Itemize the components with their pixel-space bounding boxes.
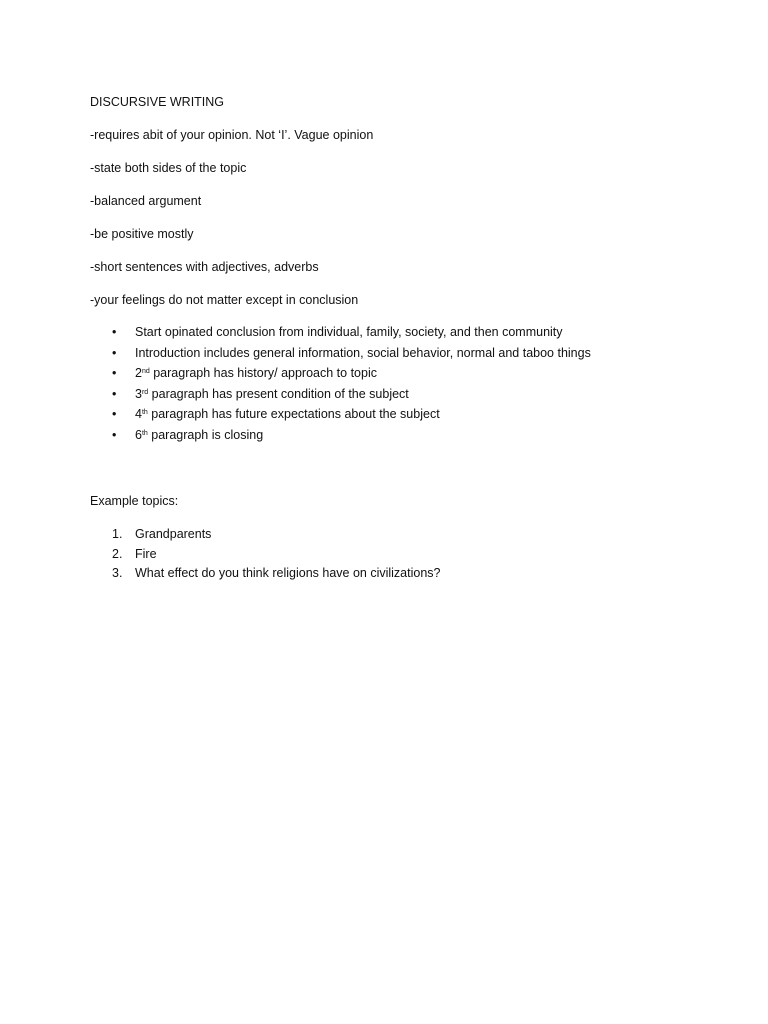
bullet-dot-icon: • — [112, 407, 117, 421]
bullet-text — [135, 387, 409, 401]
topic-item — [90, 547, 710, 567]
bullet-dot-icon: • — [112, 386, 117, 401]
bullet-ordinal-suffix: th — [141, 409, 148, 416]
topic-item — [90, 527, 710, 547]
topic-text: What effect do you think religions have on civilizations? — [135, 566, 441, 580]
bullet-text-rest: paragraph is closing — [147, 427, 264, 442]
bullet-text-rest: paragraph has history/ approach to topic — [149, 366, 377, 380]
bullet-dot-icon: • — [112, 325, 117, 339]
bullet-ordinal-suffix: rd — [141, 388, 149, 396]
example-topics-heading: Example topics: — [90, 494, 179, 508]
bullet-item — [90, 346, 710, 367]
bullet-text — [135, 366, 377, 380]
document-title: DISCURSIVE WRITING — [90, 95, 225, 109]
bullet-dot-icon: • — [112, 427, 117, 442]
note-line: -balanced argument — [90, 194, 202, 208]
bullet-text — [135, 428, 263, 442]
note-line: -requires abit of your opinion. Not ‘I’. Vague opinion — [90, 128, 374, 142]
topic-number: 1. — [112, 527, 123, 541]
bullet-dot-icon: • — [112, 366, 117, 380]
bullet-list — [90, 325, 710, 448]
example-topics-list — [90, 527, 710, 586]
bullet-item — [90, 387, 710, 408]
note-line: -short sentences with adjectives, adverbs — [90, 260, 319, 274]
bullet-item — [90, 428, 710, 449]
bullet-text-main: Introduction includes general information, social behavior, normal and taboo things — [135, 345, 591, 360]
bullet-text-main: 2 — [135, 366, 142, 380]
note-line: -your feelings do not matter except in conclusion — [90, 293, 359, 307]
bullet-text-main: 4 — [135, 407, 142, 421]
bullet-text — [135, 407, 440, 421]
bullet-ordinal-suffix: nd — [141, 368, 150, 375]
bullet-item — [90, 407, 710, 428]
bullet-text — [135, 346, 591, 360]
note-line: -be positive mostly — [90, 227, 194, 241]
bullet-text-rest: paragraph has future expectations about the subject — [147, 407, 440, 421]
bullet-text-main: 3 — [135, 386, 142, 401]
bullet-dot-icon: • — [112, 345, 117, 360]
notes-list — [90, 128, 373, 326]
bullet-text — [135, 325, 563, 339]
topic-item — [90, 566, 710, 586]
topic-number: 3. — [112, 566, 123, 580]
note-line: -state both sides of the topic — [90, 161, 247, 175]
topic-text: Fire — [135, 546, 157, 561]
bullet-ordinal-suffix: th — [141, 429, 148, 437]
bullet-text-rest: paragraph has present condition of the subject — [148, 386, 409, 401]
bullet-text-main: 6 — [135, 427, 142, 442]
topic-text: Grandparents — [135, 527, 212, 541]
bullet-text-main: Start opinated conclusion from individual, family, society, and then community — [135, 325, 563, 339]
topic-number: 2. — [112, 546, 123, 561]
bullet-item — [90, 366, 710, 387]
bullet-item — [90, 325, 710, 346]
